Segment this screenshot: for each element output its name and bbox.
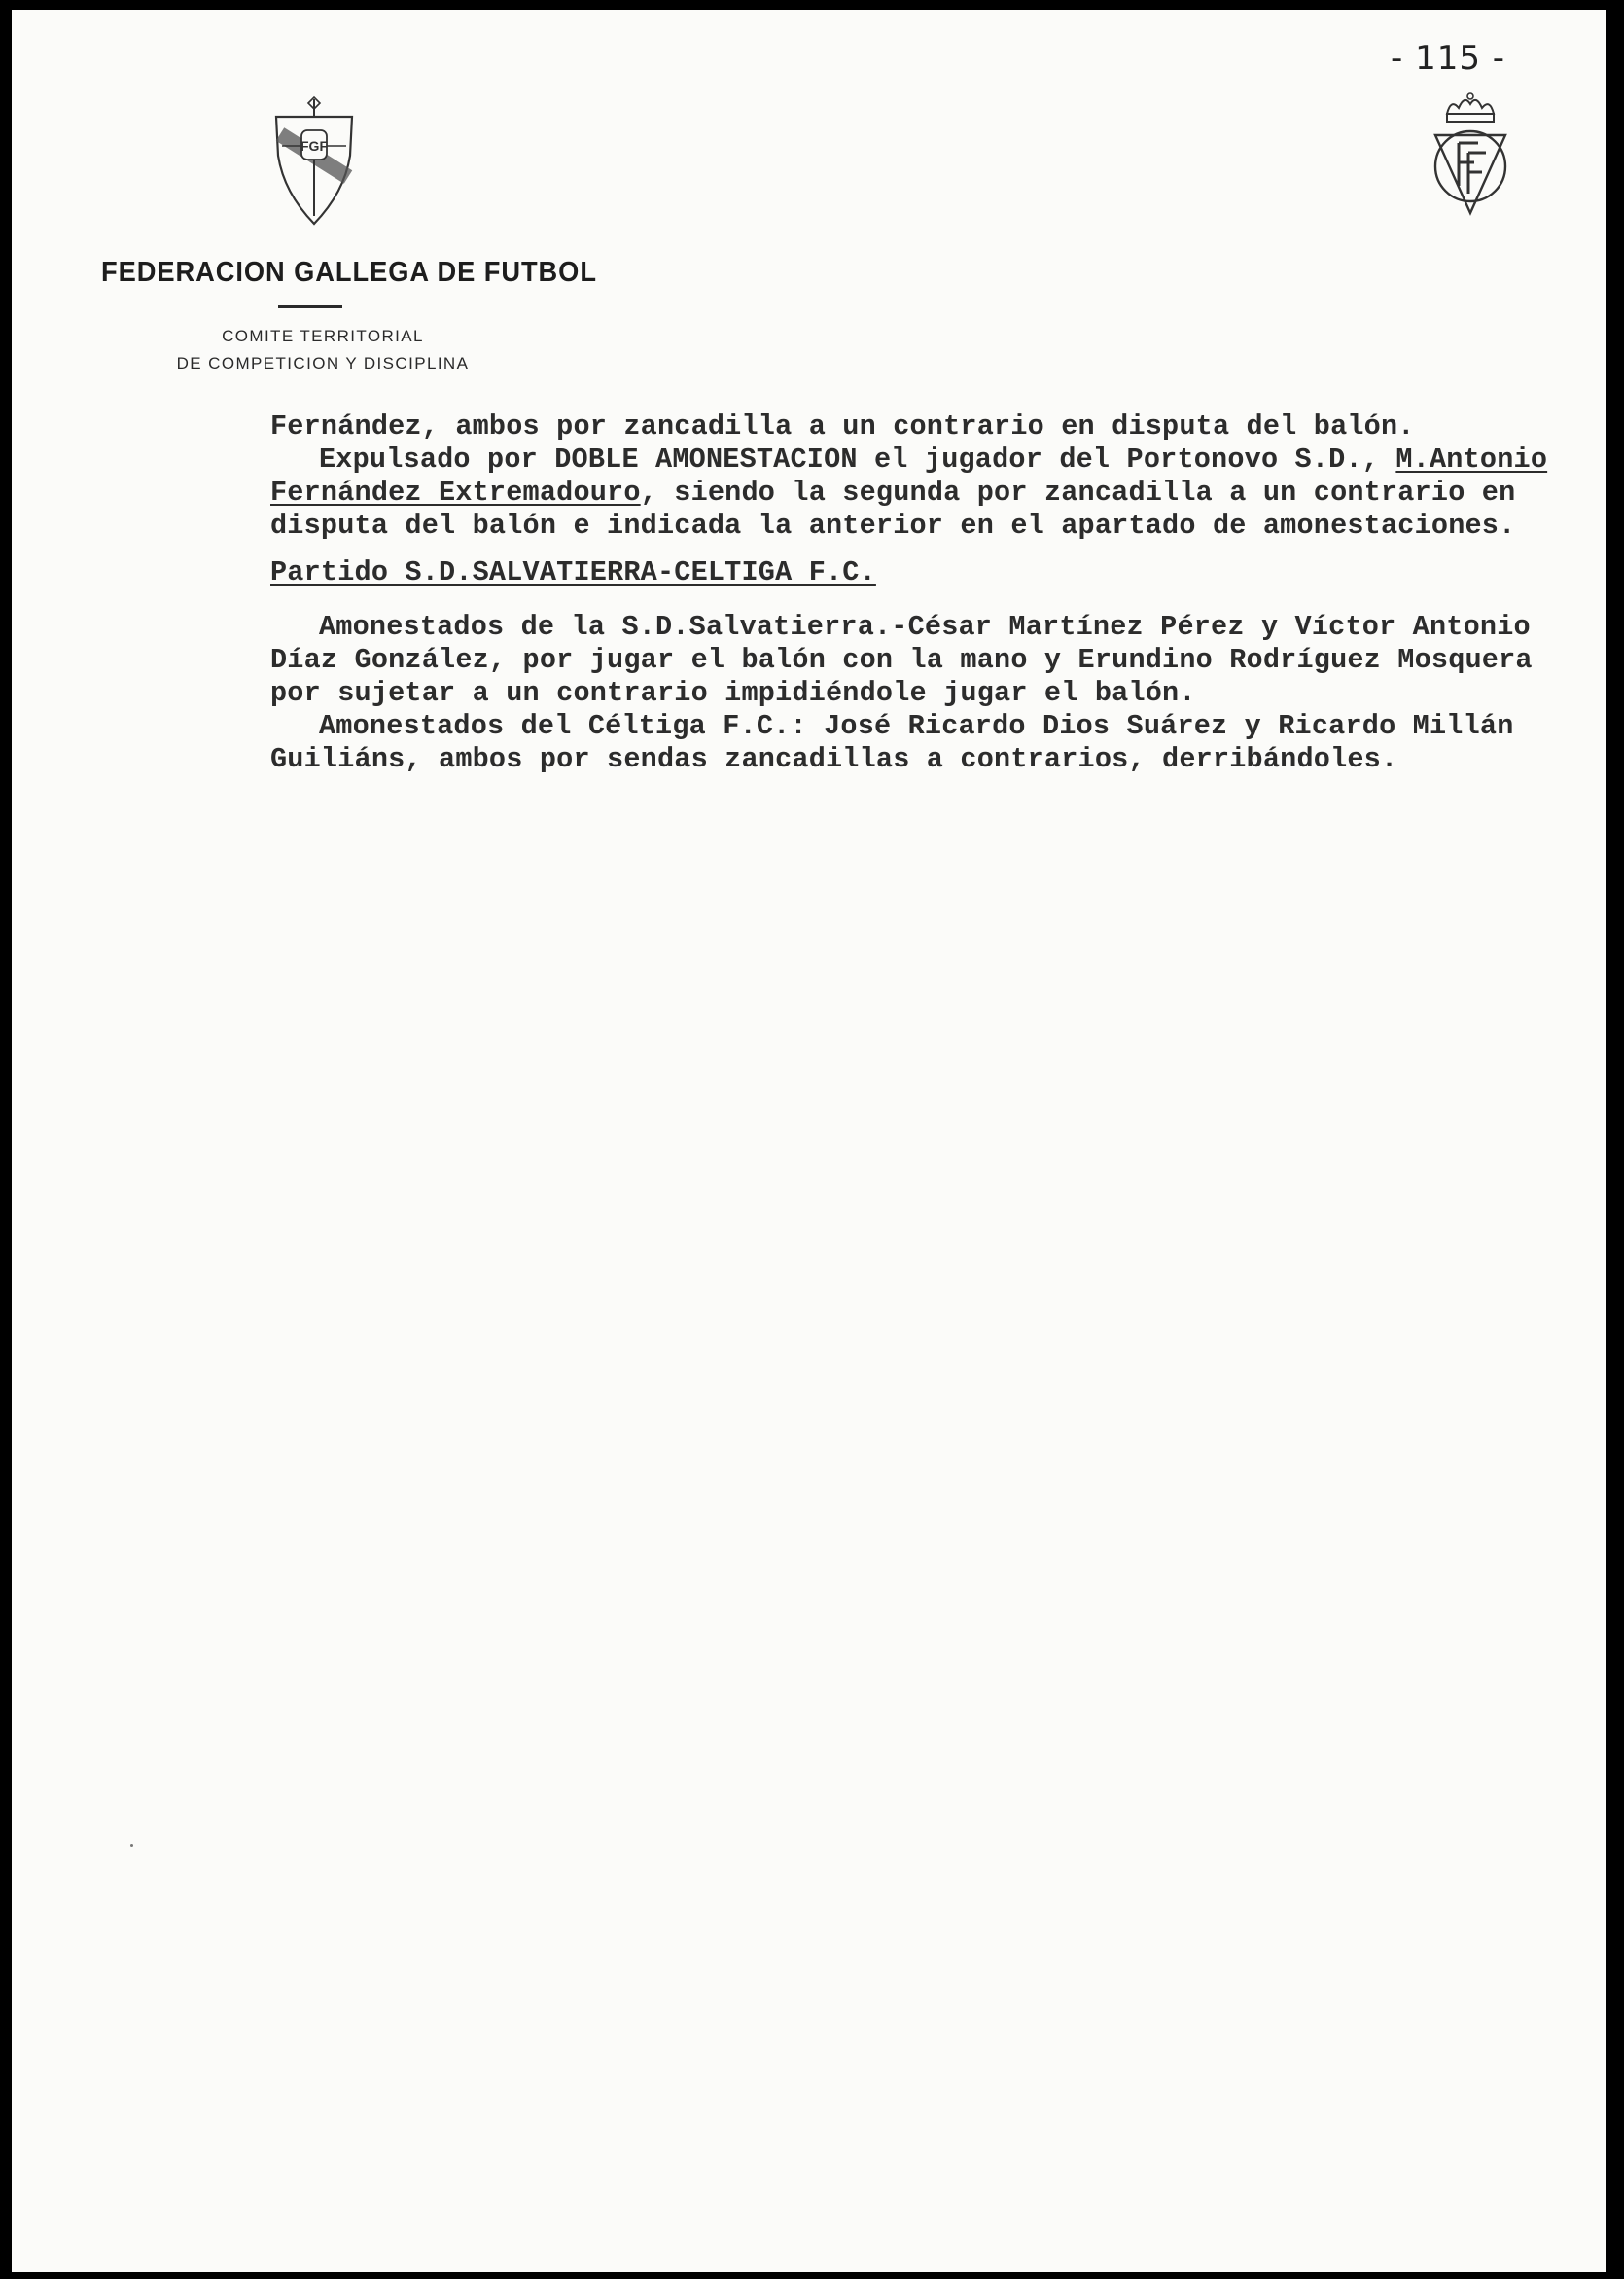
underlined-player-surname: Fernández Extremadouro xyxy=(270,477,641,509)
match-heading-text: Partido S.D.SALVATIERRA-CELTIGA F.C. xyxy=(270,556,876,588)
header-divider xyxy=(278,305,342,308)
text-line: por sujetar a un contrario impidiéndole jugar el balón. xyxy=(270,677,1196,709)
paper-speck xyxy=(130,1844,133,1847)
galician-federation-crest-icon xyxy=(272,95,356,226)
paragraph-4-line-2 xyxy=(270,743,1535,776)
paragraph-2-line-1 xyxy=(270,444,1548,477)
underlined-player-name: M.Antonio xyxy=(1395,444,1548,476)
text-line: , siendo la segunda por zancadilla a un contrario en xyxy=(640,477,1516,509)
page-number: - 115 - xyxy=(1391,39,1506,78)
organization-name: FEDERACION GALLEGA DE FUTBOL xyxy=(101,257,597,288)
paragraph-4-line-1 xyxy=(270,710,1535,743)
svg-text:FGF: FGF xyxy=(300,138,328,154)
text-line: disputa del balón e indicada la anterior en el apartado de amonestaciones. xyxy=(270,510,1516,542)
paragraph-2-line-3 xyxy=(270,510,1535,543)
committee-line-1: COMITE TERRITORIAL xyxy=(222,327,424,345)
text-line: Fernández, ambos por zancadilla a un contrario en disputa del balón. xyxy=(270,410,1415,443)
text-line: Guiliáns, ambos por sendas zancadillas a contrarios, derribándoles. xyxy=(270,743,1398,775)
paragraph-2-line-2 xyxy=(270,477,1535,510)
paragraph-1 xyxy=(270,410,1535,444)
text-line: Amonestados del Céltiga F.C.: José Ricardo Dios Suárez y Ricardo Millán xyxy=(319,710,1514,742)
paragraph-3-line-1 xyxy=(270,611,1535,644)
committee-line-2: DE COMPETICION Y DISCIPLINA xyxy=(176,354,470,373)
spanish-federation-crest-icon xyxy=(1430,92,1511,217)
committee-name xyxy=(109,323,537,377)
match-heading xyxy=(270,556,1535,589)
text-line: Expulsado por DOBLE AMONESTACION el jugador del Portonovo S.D., xyxy=(319,444,1396,476)
document-page xyxy=(12,10,1606,2272)
paragraph-3-line-3 xyxy=(270,677,1535,710)
text-line: Amonestados de la S.D.Salvatierra.-César Martínez Pérez y Víctor Antonio xyxy=(319,611,1531,643)
paragraph-3-line-2 xyxy=(270,644,1535,677)
text-line: Díaz González, por jugar el balón con la mano y Erundino Rodríguez Mosquera xyxy=(270,644,1533,676)
document-body xyxy=(270,410,1548,776)
